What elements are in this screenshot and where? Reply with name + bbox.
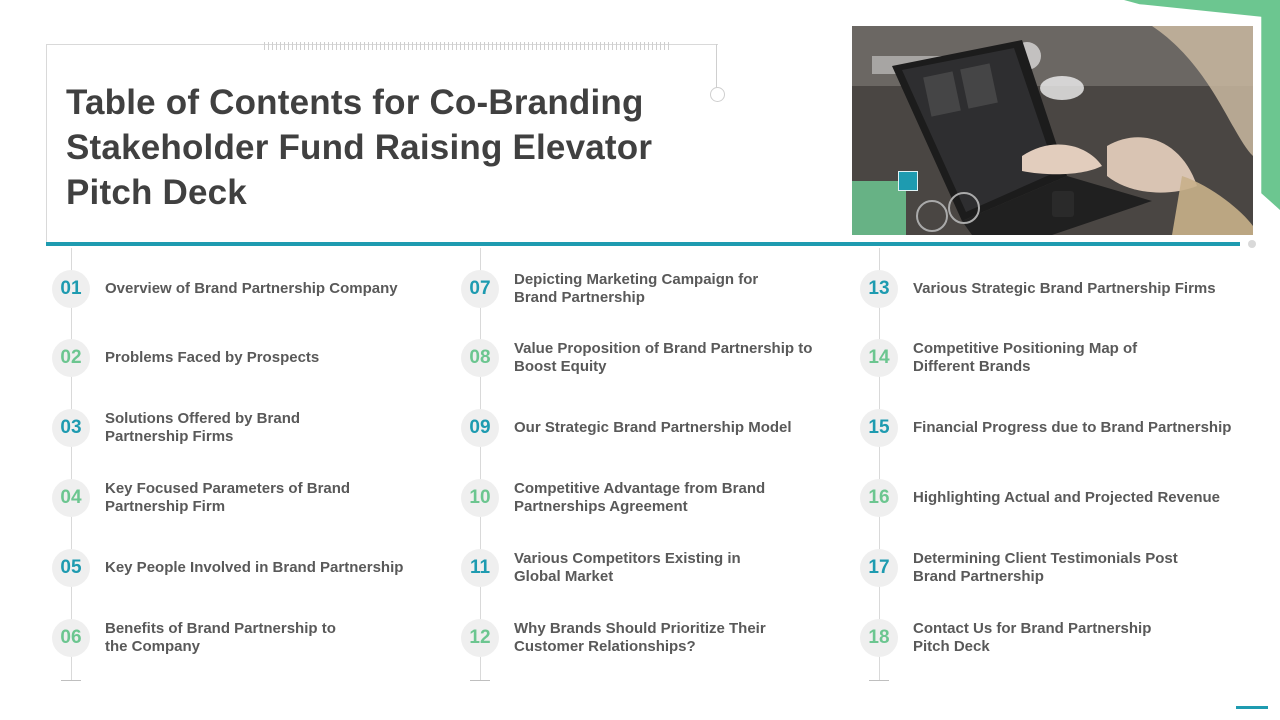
item-label: Benefits of Brand Partnership to the Company bbox=[105, 620, 336, 655]
page-title: Table of Contents for Co-Branding Stakeholder Fund Raising Elevator Pitch Deck bbox=[66, 83, 653, 212]
item-number: 06 bbox=[52, 619, 90, 657]
laptop-photo bbox=[852, 26, 1253, 235]
toc-item[interactable] bbox=[52, 398, 300, 458]
item-label: Determining Client Testimonials Post Brand Partnership bbox=[913, 550, 1178, 585]
tick-strip bbox=[264, 42, 670, 50]
toc-item[interactable] bbox=[52, 608, 336, 668]
item-number: 11 bbox=[461, 549, 499, 587]
item-label: Competitive Positioning Map of Different Brands bbox=[913, 340, 1138, 375]
toc-item[interactable] bbox=[52, 328, 319, 388]
item-number: 10 bbox=[461, 479, 499, 517]
item-label: Depicting Marketing Campaign for Brand Partnership bbox=[514, 271, 759, 306]
toc-item[interactable] bbox=[860, 538, 1178, 598]
item-label: Various Strategic Brand Partnership Firms bbox=[913, 280, 1216, 297]
toc-item[interactable] bbox=[461, 328, 812, 388]
teal-divider bbox=[46, 242, 1240, 246]
toc-item[interactable] bbox=[860, 328, 1137, 388]
toc-item[interactable] bbox=[52, 259, 398, 319]
item-label: Contact Us for Brand Partnership Pitch Deck bbox=[913, 620, 1152, 655]
toc-item[interactable] bbox=[461, 608, 766, 668]
item-number: 04 bbox=[52, 479, 90, 517]
divider-dot bbox=[1248, 240, 1256, 248]
item-number: 05 bbox=[52, 549, 90, 587]
item-number: 18 bbox=[860, 619, 898, 657]
item-number: 14 bbox=[860, 339, 898, 377]
item-label: Problems Faced by Prospects bbox=[105, 349, 320, 366]
item-label: Competitive Advantage from Brand Partnerships Agreement bbox=[514, 480, 766, 515]
toc-item[interactable] bbox=[461, 468, 765, 528]
frame-connector bbox=[716, 44, 717, 88]
column-cap-1 bbox=[61, 680, 81, 681]
column-cap-3 bbox=[869, 680, 889, 681]
toc-item[interactable] bbox=[52, 538, 403, 598]
item-label: Why Brands Should Prioritize Their Customer Relationships? bbox=[514, 620, 766, 655]
item-label: Highlighting Actual and Projected Revenue bbox=[913, 489, 1220, 506]
column-cap-2 bbox=[470, 680, 490, 681]
item-label: Solutions Offered by Brand Partnership Firms bbox=[105, 410, 301, 445]
frame-dot bbox=[710, 87, 725, 102]
item-label: Various Competitors Existing in Global Market bbox=[514, 550, 741, 585]
item-number: 17 bbox=[860, 549, 898, 587]
item-label: Value Proposition of Brand Partnership to Boost Equity bbox=[514, 340, 813, 375]
toc-item[interactable] bbox=[860, 468, 1220, 528]
item-number: 01 bbox=[52, 270, 90, 308]
item-number: 13 bbox=[860, 270, 898, 308]
laptop-photo-illustration bbox=[852, 26, 1253, 235]
item-number: 08 bbox=[461, 339, 499, 377]
item-number: 15 bbox=[860, 409, 898, 447]
corner-mark bbox=[1236, 706, 1268, 709]
toc-item[interactable] bbox=[860, 608, 1151, 668]
item-label: Our Strategic Brand Partnership Model bbox=[514, 419, 792, 436]
item-number: 12 bbox=[461, 619, 499, 657]
item-label: Overview of Brand Partnership Company bbox=[105, 280, 398, 297]
toc-item[interactable] bbox=[461, 538, 741, 598]
toc-item[interactable] bbox=[52, 468, 350, 528]
toc-item[interactable] bbox=[461, 398, 792, 458]
item-number: 16 bbox=[860, 479, 898, 517]
item-number: 09 bbox=[461, 409, 499, 447]
item-label: Financial Progress due to Brand Partnership bbox=[913, 419, 1232, 436]
teal-square-accent bbox=[898, 171, 918, 191]
item-number: 07 bbox=[461, 270, 499, 308]
toc-item[interactable] bbox=[860, 259, 1216, 319]
item-label: Key Focused Parameters of Brand Partnership Firm bbox=[105, 480, 351, 515]
item-label: Key People Involved in Brand Partnership bbox=[105, 559, 404, 576]
toc-item[interactable] bbox=[461, 259, 758, 319]
toc-item[interactable] bbox=[860, 398, 1231, 458]
item-number: 02 bbox=[52, 339, 90, 377]
item-number: 03 bbox=[52, 409, 90, 447]
